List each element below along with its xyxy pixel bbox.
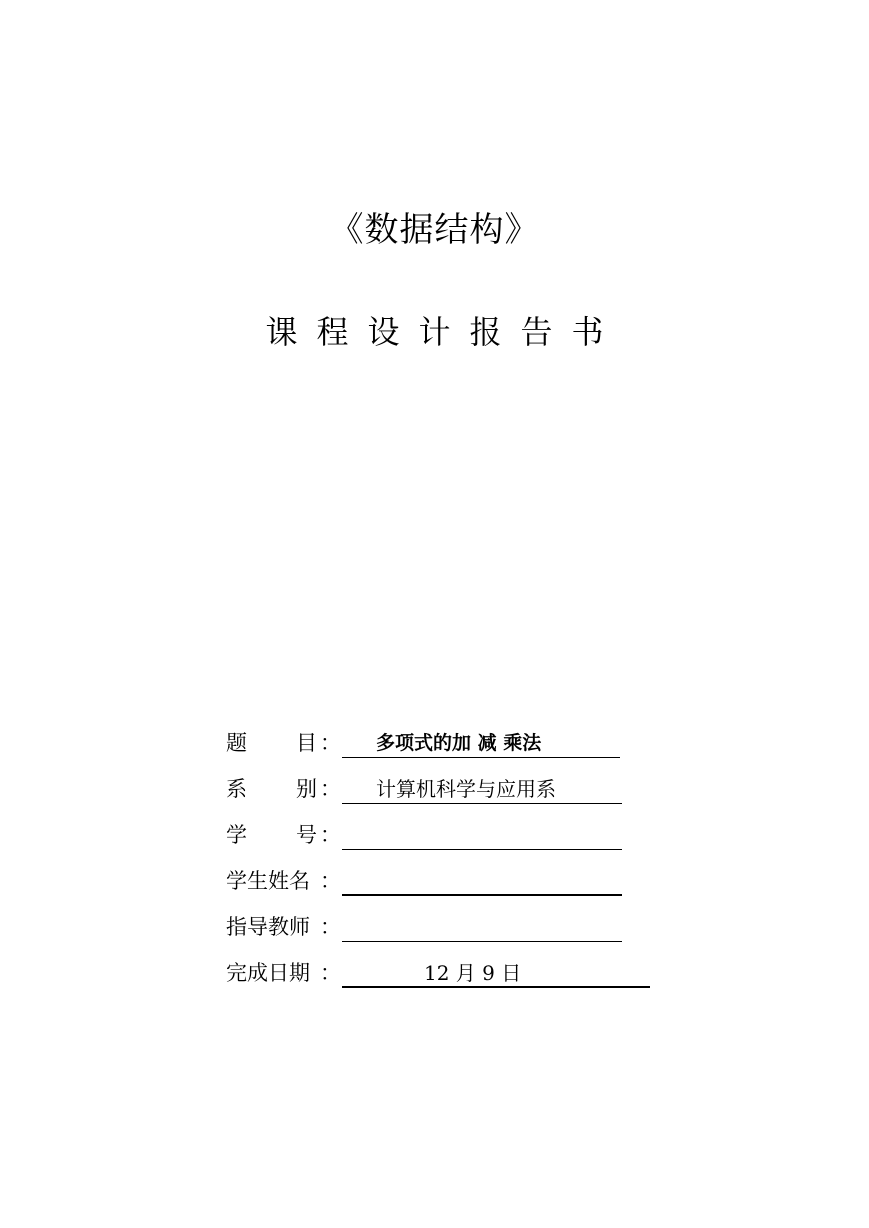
info-block	[226, 724, 666, 1000]
advisor-label: 指导教师	[226, 915, 310, 939]
topic-label-char-2: 目	[296, 731, 317, 755]
department-label-char-1: 系	[226, 777, 247, 801]
info-row-advisor	[226, 908, 666, 954]
completion-date-colon: ：	[320, 961, 341, 985]
info-row-department	[226, 770, 666, 816]
student-name-label: 学生姓名	[226, 869, 310, 893]
info-row-student-id	[226, 816, 666, 862]
student-id-label-char-1: 学	[226, 823, 247, 847]
department-value: 计算机科学与应用系	[376, 777, 556, 801]
topic-field[interactable]	[342, 728, 620, 758]
report-title: 课程设计报告书	[265, 313, 623, 351]
completion-date-value: 12 月 9 日	[424, 961, 522, 985]
department-field[interactable]	[342, 774, 622, 804]
topic-value: 多项式的加 减 乘法	[376, 732, 542, 754]
student-id-field[interactable]	[342, 820, 622, 850]
topic-label-char-1: 题	[226, 731, 247, 755]
department-colon: ：	[320, 777, 341, 801]
info-row-student-name	[226, 862, 666, 908]
info-row-topic	[226, 724, 666, 770]
student-name-colon: ：	[320, 869, 341, 893]
department-label-char-2: 别	[296, 777, 317, 801]
completion-date-label: 完成日期	[226, 961, 310, 985]
topic-colon: ：	[320, 731, 341, 755]
student-id-colon: ：	[320, 823, 341, 847]
completion-date-field[interactable]	[342, 958, 650, 988]
course-title: 《数据结构》	[329, 210, 540, 250]
advisor-colon: ：	[320, 915, 341, 939]
info-row-completion-date	[226, 954, 666, 1000]
advisor-field[interactable]	[342, 912, 622, 942]
student-id-label-char-2: 号	[296, 823, 317, 847]
student-name-field[interactable]	[342, 866, 622, 896]
